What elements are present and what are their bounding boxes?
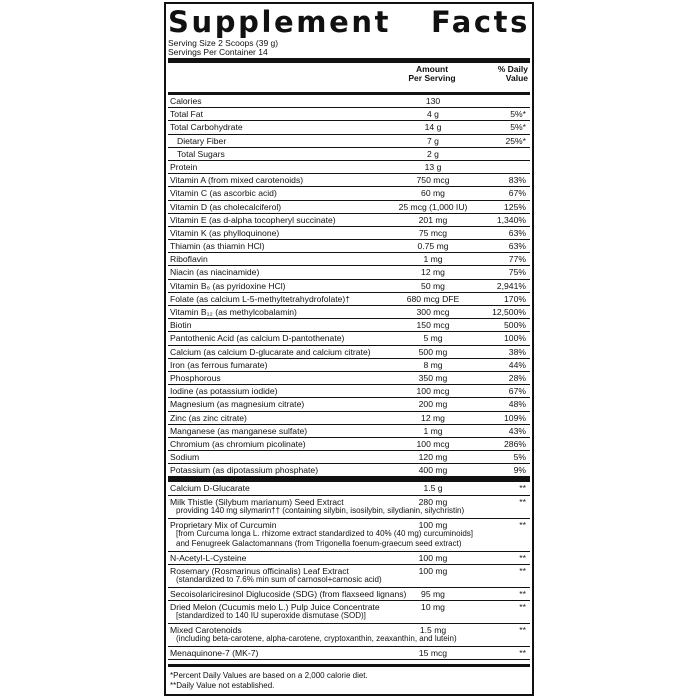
nutrient-name: Riboflavin: [170, 254, 208, 265]
nutrient-amount: 13 g: [424, 161, 442, 172]
amount-header: [396, 65, 468, 83]
nutrient-row: [168, 346, 530, 359]
nutrient-daily-value: 63%: [508, 241, 526, 252]
nutrient-amount: 0.75 mg: [417, 241, 449, 252]
nutrient-daily-value: 12,500%: [492, 307, 526, 317]
nutrient-name: Phosphorous: [170, 372, 221, 383]
nutrient-name: Iron (as ferrous fumarate): [170, 359, 268, 370]
amount-header-line2: Per Serving: [408, 73, 456, 83]
nutrient-amount: 12 mg: [421, 267, 445, 278]
ingredient-detail: [standardized to 140 IU superoxide dismutase (SOD)]: [176, 611, 366, 620]
nutrient-name: Folate (as calcium L-5-methyltetrahydrofolate)†: [170, 293, 351, 304]
nutrient-daily-value: 43%: [508, 425, 526, 436]
nutrient-row: [168, 438, 530, 451]
nutrient-name: Vitamin A (from mixed carotenoids): [170, 175, 304, 186]
ingredient-name: Mixed Carotenoids: [170, 625, 242, 635]
supplement-facts-panel: [164, 2, 534, 696]
nutrient-name: Zinc (as zinc citrate): [170, 412, 247, 423]
nutrient-amount: 25 mcg (1,000 IU): [398, 201, 468, 212]
ingredient-detail: (including beta-carotene, alpha-carotene, cryptoxanthin, zeaxanthin, and lutein): [176, 634, 457, 643]
nutrient-row: [168, 372, 530, 385]
nutrient-daily-value: 100%: [504, 333, 526, 344]
ingredient-name: Milk Thistle (Silybum marianum) Seed Extract: [170, 496, 344, 507]
serving-size: Serving Size 2 Scoops (39 g): [168, 38, 279, 48]
nutrient-daily-value: 9%: [513, 465, 526, 476]
daily-value-header: [468, 65, 528, 83]
nutrient-daily-value: 44%: [508, 359, 526, 370]
nutrient-row: [168, 280, 530, 293]
nutrient-amount: 100 mcg: [416, 386, 450, 397]
ingredient-amount: 1.5 mg: [419, 625, 447, 635]
nutrient-name: Vitamin K (as phylloquinone): [170, 227, 280, 238]
nutrient-row: [168, 135, 530, 148]
ingredient-daily-value: **: [519, 602, 526, 612]
nutrient-daily-value: 109%: [504, 412, 526, 423]
nutrient-row: [168, 201, 530, 214]
ingredient-daily-value: **: [519, 565, 526, 576]
nutrient-row: [168, 464, 530, 477]
nutrient-row: [168, 227, 530, 240]
nutrient-name: Calories: [170, 96, 202, 106]
nutrient-name: Vitamin B₆ (as pyridoxine HCl): [170, 280, 286, 291]
nutrient-daily-value: 286%: [504, 438, 526, 449]
ingredient-amount: 10 mg: [421, 602, 445, 612]
nutrient-daily-value: 500%: [504, 320, 526, 331]
nutrient-name: Dietary Fiber: [177, 135, 227, 146]
nutrient-name: Thiamin (as thiamin HCl): [170, 241, 265, 252]
ingredient-amount: 95 mg: [421, 588, 445, 599]
ingredient-amount: 15 mcg: [418, 648, 448, 658]
nutrient-name: Vitamin C (as ascorbic acid): [170, 188, 277, 199]
nutrient-row: [168, 214, 530, 227]
ingredient-daily-value: **: [519, 625, 526, 635]
nutrient-row: [168, 148, 530, 161]
ingredient-name: Calcium D-Glucarate: [170, 483, 250, 494]
ingredient-row: [168, 601, 530, 624]
nutrient-row: [168, 359, 530, 372]
footnotes: [168, 664, 530, 691]
nutrient-row: [168, 121, 530, 134]
ingredient-daily-value: **: [519, 496, 526, 507]
footnote-dv-not-established: **Daily Value not established.: [170, 681, 275, 691]
nutrient-table: [168, 92, 530, 477]
ingredient-daily-value: **: [519, 519, 526, 530]
nutrient-amount: 75 mcg: [418, 227, 448, 238]
nutrient-row: [168, 174, 530, 187]
nutrient-row: [168, 451, 530, 464]
nutrient-amount: 120 mg: [418, 452, 448, 463]
nutrient-amount: 500 mg: [418, 346, 448, 357]
ingredient-row: [168, 519, 530, 552]
other-ingredients-table: [168, 477, 530, 660]
nutrient-amount: 150 mcg: [416, 320, 450, 331]
nutrient-amount: 8 mg: [423, 359, 443, 370]
nutrient-amount: 300 mcg: [416, 307, 450, 317]
ingredient-name: Menaquinone-7 (MK-7): [170, 648, 259, 658]
nutrient-amount: 201 mg: [418, 214, 448, 225]
nutrient-name: Total Sugars: [177, 148, 225, 159]
nutrient-daily-value: 170%: [504, 293, 526, 304]
panel-title: Supplement Facts: [168, 5, 530, 39]
nutrient-daily-value: 125%: [504, 201, 526, 212]
nutrient-row: [168, 95, 530, 108]
nutrient-name: Total Carbohydrate: [170, 122, 243, 133]
nutrient-row: [168, 412, 530, 425]
column-header: [168, 58, 530, 92]
nutrient-name: Manganese (as manganese sulfate): [170, 425, 308, 436]
nutrient-name: Vitamin E (as d-alpha tocopheryl succinate): [170, 214, 336, 225]
nutrient-daily-value: 28%: [508, 372, 526, 383]
nutrient-name: Sodium: [170, 452, 200, 463]
nutrient-amount: 200 mg: [418, 399, 448, 410]
amount-header-line1: Amount: [415, 64, 449, 74]
nutrient-daily-value: 5%*: [510, 122, 526, 133]
nutrient-amount: 680 mcg DFE: [406, 293, 460, 304]
nutrient-daily-value: 2,941%: [496, 280, 526, 291]
nutrient-amount: 60 mg: [421, 188, 445, 199]
ingredient-name: Rosemary (Rosmarinus officinalis) Leaf Extract: [170, 565, 349, 576]
nutrient-daily-value: 67%: [508, 386, 526, 397]
nutrient-amount: 1 mg: [423, 254, 443, 265]
nutrient-daily-value: 83%: [508, 175, 526, 186]
ingredient-daily-value: **: [519, 588, 526, 599]
nutrient-daily-value: 63%: [508, 227, 526, 238]
nutrient-daily-value: 77%: [508, 254, 526, 265]
nutrient-daily-value: 5%: [513, 452, 526, 463]
nutrient-row: [168, 425, 530, 438]
nutrient-daily-value: 1,340%: [496, 214, 526, 225]
ingredient-amount: 100 mg: [418, 565, 448, 576]
ingredient-row: [168, 624, 530, 647]
ingredient-row: [168, 482, 530, 495]
nutrient-row: [168, 108, 530, 121]
nutrient-name: Protein: [170, 161, 198, 172]
ingredient-detail: providing 140 mg silymarin†† (containing silybin, isosilybin, silydianin, silychristin): [176, 505, 465, 515]
nutrient-daily-value: 38%: [508, 346, 526, 357]
nutrient-row: [168, 398, 530, 411]
nutrient-name: Iodine (as potassium iodide): [170, 386, 278, 397]
nutrient-name: Chromium (as chromium picolinate): [170, 438, 306, 449]
ingredient-row: [168, 647, 530, 660]
ingredient-daily-value: **: [519, 552, 526, 563]
ingredient-amount: 100 mg: [418, 552, 448, 563]
servings-per-container: Servings Per Container 14: [168, 47, 268, 57]
ingredient-name: Dried Melon (Cucumis melo L.) Pulp Juice Concentrate: [170, 602, 380, 612]
footnote-percent-dv: *Percent Daily Values are based on a 2,000 calorie diet.: [170, 671, 368, 681]
ingredient-detail: [from Curcuma longa L. rhizome extract standardized to 40% (40 mg) curcuminoids]: [176, 528, 474, 538]
nutrient-row: [168, 319, 530, 332]
nutrient-row: [168, 266, 530, 279]
ingredient-amount: 280 mg: [418, 496, 448, 507]
nutrient-amount: 100 mcg: [416, 438, 450, 449]
nutrient-row: [168, 187, 530, 200]
nutrient-amount: 350 mg: [418, 372, 448, 383]
nutrient-row: [168, 253, 530, 266]
nutrient-row: [168, 332, 530, 345]
nutrient-row: [168, 293, 530, 306]
ingredient-row: [168, 496, 530, 519]
nutrient-daily-value: 48%: [508, 399, 526, 410]
nutrient-name: Calcium (as calcium D-glucarate and calcium citrate): [170, 346, 371, 357]
nutrient-amount: 4 g: [427, 109, 439, 120]
nutrient-amount: 12 mg: [421, 412, 445, 423]
ingredient-row: [168, 552, 530, 565]
nutrient-name: Vitamin B₁₂ (as methylcobalamin): [170, 307, 297, 317]
dv-header-line2: Value: [505, 73, 528, 83]
nutrient-name: Pantothenic Acid (as calcium D-pantothenate): [170, 333, 345, 344]
nutrient-daily-value: 5%*: [510, 109, 526, 120]
ingredient-daily-value: **: [519, 483, 526, 494]
nutrient-amount: 5 mg: [423, 333, 443, 344]
ingredient-name: Proprietary Mix of Curcumin: [170, 519, 277, 530]
dv-header-line1: % Daily: [497, 64, 528, 74]
ingredient-detail: (standardized to 7.6% min sum of carnosol+carnosic acid): [176, 574, 382, 584]
ingredient-name: N-Acetyl-L-Cysteine: [170, 552, 247, 563]
nutrient-row: [168, 161, 530, 174]
nutrient-name: Niacin (as niacinamide): [170, 267, 260, 278]
ingredient-name: Secoisolariciresinol Diglucoside (SDG) (from flaxseed lignans): [170, 588, 407, 599]
nutrient-amount: 750 mcg: [416, 175, 450, 186]
nutrient-name: Magnesium (as magnesium citrate): [170, 399, 305, 410]
nutrient-daily-value: 67%: [508, 188, 526, 199]
nutrient-amount: 1 mg: [423, 425, 443, 436]
nutrient-daily-value: 25%*: [505, 135, 526, 146]
nutrient-amount: 2 g: [427, 148, 439, 159]
ingredient-row: [168, 565, 530, 588]
ingredient-amount: 1.5 g: [423, 483, 443, 494]
ingredient-row: [168, 588, 530, 601]
nutrient-row: [168, 240, 530, 253]
nutrient-name: Potassium (as dipotassium phosphate): [170, 465, 319, 476]
nutrient-amount: 130: [425, 96, 441, 106]
nutrient-row: [168, 385, 530, 398]
nutrient-row: [168, 306, 530, 319]
nutrient-amount: 14 g: [424, 122, 442, 133]
nutrient-daily-value: 75%: [508, 267, 526, 278]
nutrient-amount: 50 mg: [421, 280, 445, 291]
nutrient-amount: 400 mg: [418, 465, 448, 476]
nutrient-name: Biotin: [170, 320, 192, 331]
nutrient-amount: 7 g: [427, 135, 439, 146]
ingredient-amount: 100 mg: [418, 519, 448, 530]
ingredient-detail: and Fenugreek Galactomannans (from Trigonella foenum-graecum seed extract): [176, 538, 462, 548]
nutrient-name: Vitamin D (as cholecalciferol): [170, 201, 282, 212]
nutrient-name: Total Fat: [170, 109, 203, 120]
ingredient-daily-value: **: [519, 648, 526, 658]
